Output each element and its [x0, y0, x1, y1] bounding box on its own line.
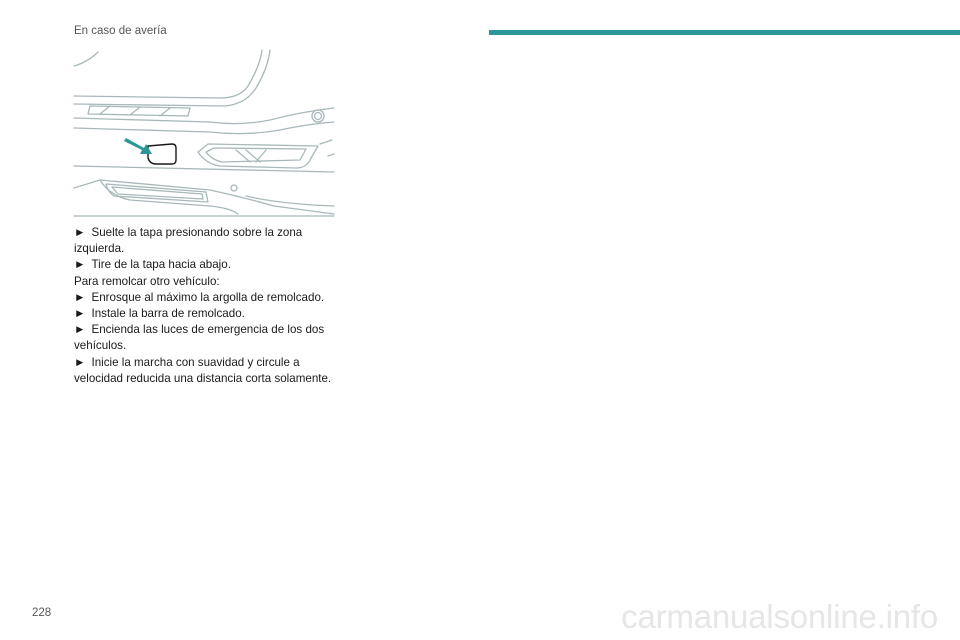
header-accent-bar [489, 30, 960, 35]
bullet-arrow-icon: ► [74, 323, 86, 337]
instruction-heading: Para remolcar otro vehículo: [74, 274, 220, 288]
page-number: 228 [32, 607, 52, 619]
instructions-text [74, 225, 344, 387]
bullet-arrow-icon: ► [74, 307, 86, 321]
instruction-line: ► Inicie la marcha con suavidad y circule a velocidad reducida una distancia corta solamente. [74, 355, 332, 385]
watermark: carmanualsonline.info [621, 598, 938, 635]
bullet-arrow-icon: ► [74, 226, 86, 239]
instruction-line: ► Suelte la tapa presionando sobre la zona izquierda. [74, 226, 303, 256]
bullet-arrow-icon: ► [74, 258, 86, 272]
instruction-line: ► Encienda las luces de emergencia de los dos vehículos. [74, 323, 325, 353]
section-title: En caso de avería [74, 25, 167, 37]
bullet-arrow-icon: ► [74, 290, 86, 304]
instruction-line: ► Instale la barra de remolcado. [74, 307, 245, 321]
instruction-line: ► Tire de la tapa hacia abajo. [74, 258, 231, 272]
towing-eye-cover-illustration [70, 46, 338, 218]
bullet-arrow-icon: ► [74, 355, 86, 369]
instruction-line: ► Enrosque al máximo la argolla de remolcado. [74, 290, 325, 304]
